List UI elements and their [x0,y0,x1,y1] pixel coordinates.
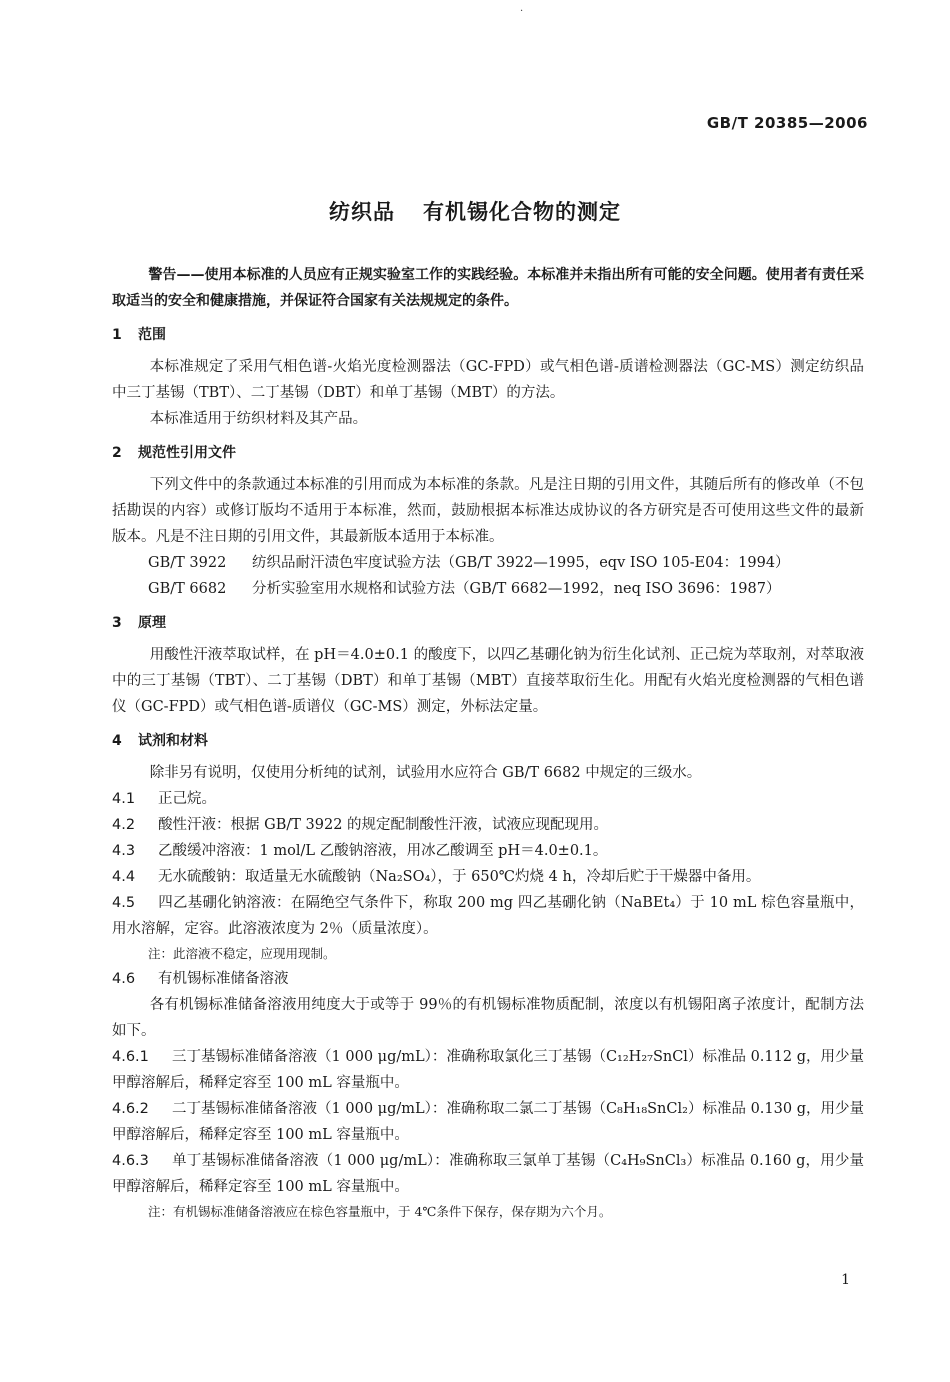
clause-4-5: 4.5 四乙基硼化钠溶液：在隔绝空气条件下，称取 200 mg 四乙基硼化钠（NaBEt₄）于 10 mL 棕色容量瓶中，用水溶解，定容。此溶液浓度为 2％（质量浓度）。 [112,895,864,937]
section-4-intro: 除非另有说明，仅使用分析纯的试剂，试验用水应符合 GB/T 6682 中规定的三级水。 [149,765,702,781]
clause-4-6-intro: 各有机锡标准储备溶液用纯度大于或等于 99％的有机锡标准物质配制，浓度以有机锡阳离子浓度计，配制方法如下。 [112,997,864,1039]
section-1-heading: 1 范围 [112,327,166,343]
reference-item: GB/T 3922 纺织品耐汗渍色牢度试验方法（GB/T 3922—1995，eqv ISO 105-E04：1994） [148,555,790,571]
clause-4-1: 4.1 正己烷。 [112,791,216,807]
reference-item: GB/T 6682 分析实验室用水规格和试验方法（GB/T 6682—1992，neq ISO 3696：1987） [148,581,781,597]
clause-4-6: 4.6 有机锡标准储备溶液 [112,971,289,987]
section-3-heading: 3 原理 [112,615,166,631]
clause-4-6-3: 4.6.3 单丁基锡标准储备溶液（1 000 μg/mL）：准确称取三氯单丁基锡（C₄H₉SnCl₃）标准品 0.160 g，用少量甲醇溶解后，稀释定容至 100 mL 容量瓶中。 [112,1153,864,1195]
warning-paragraph: 警告——使用本标准的人员应有正规实验室工作的实践经验。本标准并未指出所有可能的安全问题。使用者有责任采取适当的安全和健康措施，并保证符合国家有关法规规定的条件。 [112,267,864,309]
section-1-paragraph-1: 本标准规定了采用气相色谱-火焰光度检测器法（GC-FPD）或气相色谱-质谱检测器法（GC-MS）测定纺织品中三丁基锡（TBT）、二丁基锡（DBT）和单丁基锡（MBT）的方法。 [112,359,864,401]
standard-code: GB/T 20385—2006 [706,114,868,132]
section-1-paragraph-2: 本标准适用于纺织材料及其产品。 [149,411,368,427]
section-3-paragraph-1: 用酸性汗液萃取试样，在 pH＝4.0±0.1 的酸度下，以四乙基硼化钠为衍生化试剂、正己烷为萃取剂，对萃取液中的三丁基锡（TBT）、二丁基锡（DBT）和单丁基锡（MBT）直接萃取衍生化。用配有火焰光度检测器的气相色谱仪（GC-FPD）或气相色谱-质谱仪（GC-MS）测定，外标法定量。 [112,647,864,715]
title-part2: 有机锡化合物的测定 [423,200,621,224]
scan-mark: · [520,6,524,17]
clause-4-6-1: 4.6.1 三丁基锡标准储备溶液（1 000 μg/mL）：准确称取氯化三丁基锡（C₁₂H₂₇SnCl）标准品 0.112 g，用少量甲醇溶解后，稀释定容至 100 mL 容量瓶中。 [112,1049,864,1091]
clause-4-5-note: 注：此溶液不稳定，应现用现制。 [148,946,336,961]
clause-4-2: 4.2 酸性汗液：根据 GB/T 3922 的规定配制酸性汗液，试液应现配现用。 [112,817,609,833]
document-body [112,262,864,1224]
section-2-paragraph-1: 下列文件中的条款通过本标准的引用而成为本标准的条款。凡是注日期的引用文件，其随后所有的修改单（不包括勘误的内容）或修订版均不适用于本标准，然而，鼓励根据本标准达成协议的各方研究是否可使用这些文件的最新版本。凡是不注日期的引用文件，其最新版本适用于本标准。 [112,477,864,545]
clause-4-4: 4.4 无水硫酸钠：取适量无水硫酸钠（Na₂SO₄），于 650℃灼烧 4 h，冷却后贮于干燥器中备用。 [112,869,761,885]
page-number: 1 [841,1272,850,1288]
section-4-heading: 4 试剂和材料 [112,733,208,749]
clause-4-3: 4.3 乙酸缓冲溶液：1 mol/L 乙酸钠溶液，用冰乙酸调至 pH＝4.0±0.1。 [112,843,608,859]
clause-4-6-2: 4.6.2 二丁基锡标准储备溶液（1 000 μg/mL）：准确称取二氯二丁基锡（C₈H₁₈SnCl₂）标准品 0.130 g，用少量甲醇溶解后，稀释定容至 100 mL 容量瓶中。 [112,1101,864,1143]
section-2-heading: 2 规范性引用文件 [112,445,236,461]
document-title [0,196,950,226]
title-part1: 纺织品 [329,200,395,224]
clause-4-6-note: 注：有机锡标准储备溶液应在棕色容量瓶中，于 4℃条件下保存，保存期为六个月。 [148,1204,612,1219]
